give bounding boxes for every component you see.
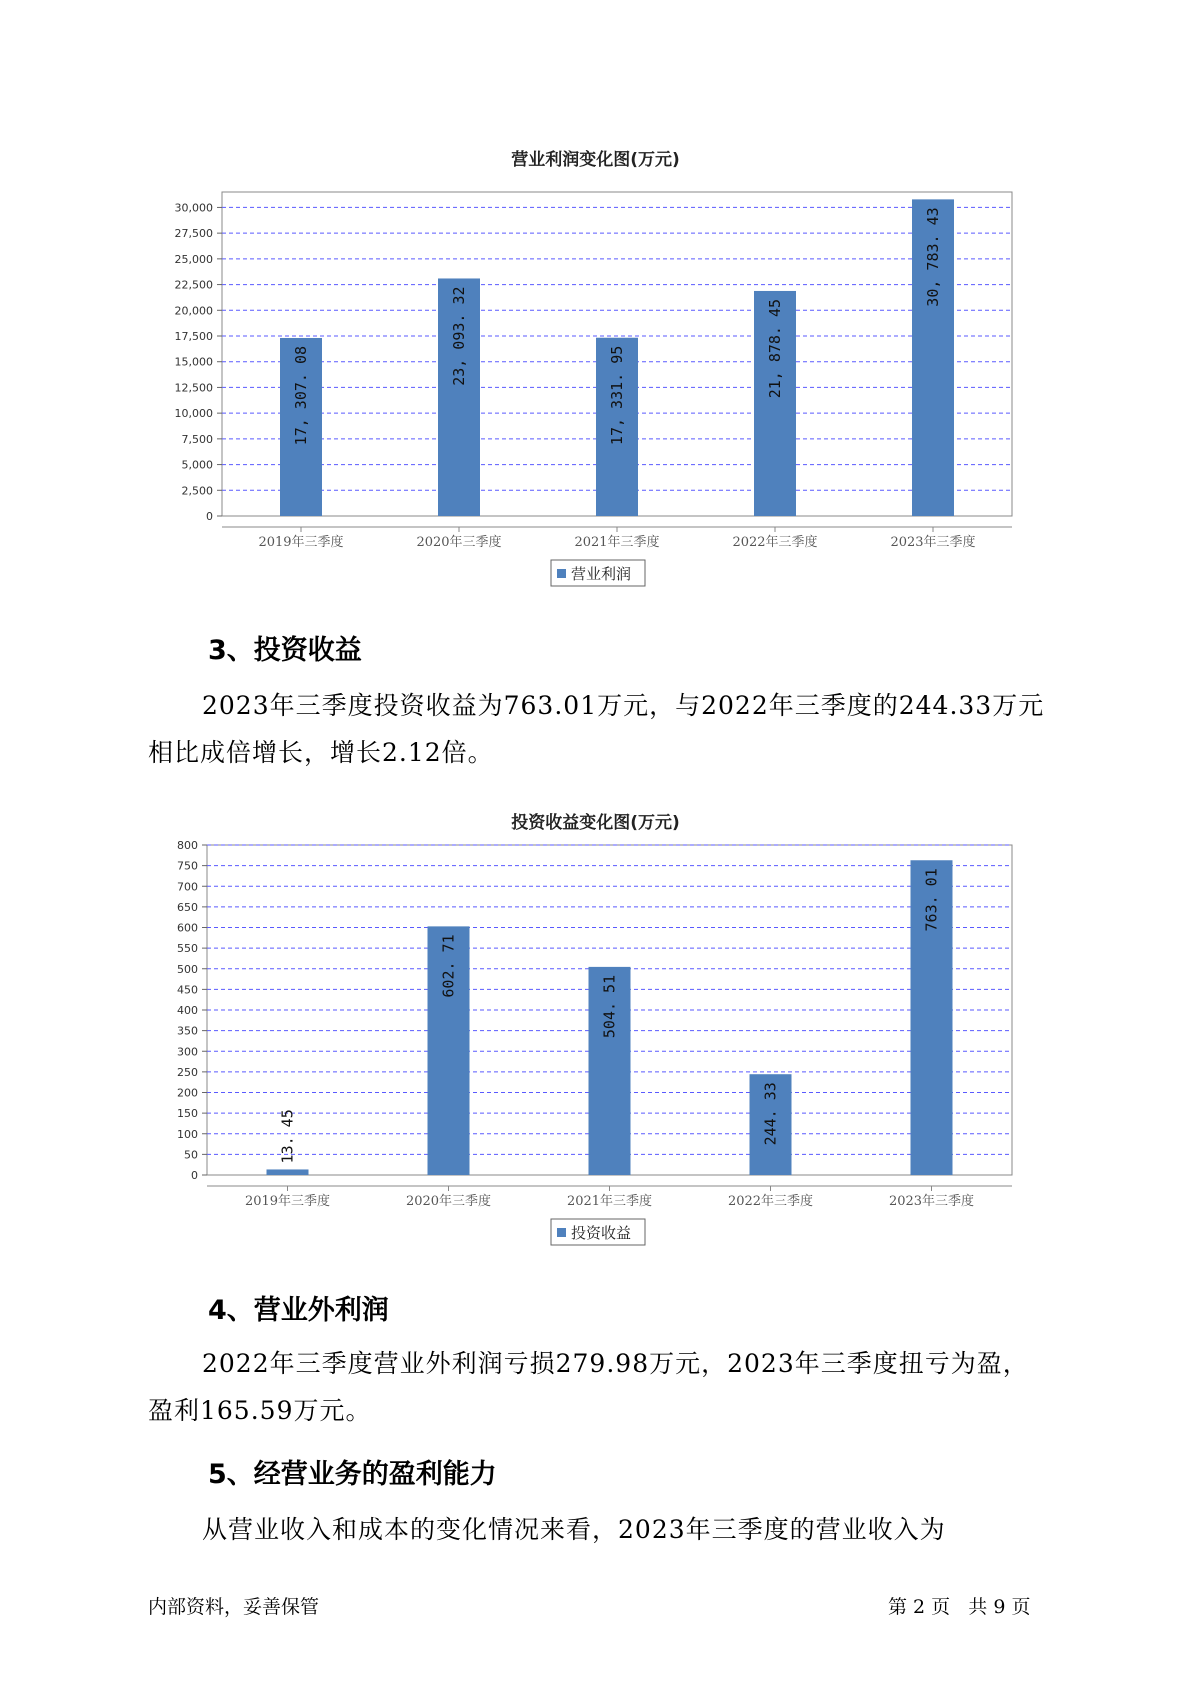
x-tick-label: 2023年三季度 (890, 535, 976, 550)
y-tick-label: 20,000 (174, 304, 213, 318)
y-tick-label: 450 (177, 983, 198, 997)
y-tick-label: 0 (206, 510, 213, 523)
section-heading-investment-income: 3、投资收益 (208, 635, 362, 666)
y-tick-label: 12,500 (174, 381, 213, 395)
paragraph-non-operating-profit (148, 1340, 1048, 1434)
y-tick-label: 0 (191, 1169, 198, 1182)
y-tick-label: 10,000 (174, 407, 213, 421)
y-tick-label: 200 (177, 1086, 198, 1100)
data-label: 244. 33 (761, 1082, 780, 1146)
y-tick-label: 300 (177, 1045, 198, 1059)
paragraph-line: 从营业收入和成本的变化情况来看，2023年三季度的营业收入为 (202, 1515, 946, 1544)
y-tick-label: 5,000 (181, 458, 213, 472)
y-tick-label: 400 (177, 1004, 198, 1017)
data-label: 17, 331. 95 (608, 345, 626, 446)
section-heading-profitability: 5、经营业务的盈利能力 (208, 1459, 497, 1490)
paragraph-line: 2022年三季度营业外利润亏损279.98万元，2023年三季度扭亏为盈， (202, 1349, 1029, 1378)
data-label: 504. 51 (600, 974, 619, 1039)
legend-label: 营业利润 (571, 565, 632, 583)
y-tick-label: 27,500 (174, 227, 213, 241)
y-tick-label: 15,000 (174, 355, 213, 369)
y-tick-label: 50 (184, 1148, 198, 1162)
paragraph-line: 相比成倍增长，增长2.12倍。 (148, 738, 494, 767)
legend-swatch (557, 1228, 566, 1237)
legend-swatch (557, 569, 566, 578)
footer-page-number: 第 2 页 共 9 页 (888, 1596, 1031, 1618)
y-tick-label: 7,500 (181, 432, 213, 446)
paragraph-line: 2023年三季度投资收益为763.01万元，与2022年三季度的244.33万元 (202, 691, 1045, 720)
y-tick-label: 100 (177, 1127, 198, 1141)
chart-title-operating-profit: 营业利润变化图(万元) (511, 150, 680, 170)
paragraph-line: 盈利165.59万元。 (148, 1396, 372, 1425)
data-label: 17, 307. 08 (292, 345, 310, 446)
y-tick-label: 2,500 (181, 484, 213, 498)
x-tick-label: 2019年三季度 (258, 535, 344, 550)
data-label: 763. 01 (922, 868, 941, 932)
x-tick-label: 2021年三季度 (574, 535, 660, 550)
bar (267, 1169, 309, 1175)
operating-profit-bar-chart (0, 180, 1191, 640)
y-tick-label: 30,000 (174, 201, 213, 215)
x-tick-label: 2022年三季度 (727, 1194, 814, 1209)
y-tick-label: 17,500 (174, 330, 213, 343)
y-tick-label: 25,000 (174, 252, 213, 266)
investment-income-bar-chart (0, 830, 1191, 1250)
y-tick-label: 750 (177, 859, 198, 873)
y-tick-label: 250 (177, 1065, 198, 1079)
x-tick-label: 2021年三季度 (566, 1194, 653, 1209)
y-tick-label: 650 (177, 900, 198, 914)
y-tick-label: 600 (177, 921, 198, 935)
data-label: 30, 783. 43 (924, 207, 942, 307)
y-tick-label: 22,500 (174, 278, 213, 292)
x-tick-label: 2022年三季度 (732, 535, 818, 550)
x-tick-label: 2019年三季度 (244, 1194, 331, 1209)
legend-label: 投资收益 (571, 1224, 632, 1242)
y-tick-label: 800 (177, 839, 198, 852)
section-heading-non-operating-profit: 4、营业外利润 (208, 1295, 389, 1326)
paragraph-investment-income (148, 682, 1048, 776)
y-tick-label: 700 (177, 880, 198, 894)
paragraph-profitability (148, 1506, 1048, 1553)
data-label: 13. 45 (278, 1109, 297, 1164)
data-label: 602. 71 (439, 934, 458, 998)
y-tick-label: 500 (177, 962, 198, 976)
y-tick-label: 550 (177, 942, 198, 956)
x-tick-label: 2020年三季度 (405, 1194, 492, 1209)
y-tick-label: 350 (177, 1024, 198, 1038)
footer-confidential-note: 内部资料，妥善保管 (148, 1596, 320, 1618)
x-tick-label: 2020年三季度 (416, 535, 502, 550)
data-label: 21, 878. 45 (766, 298, 784, 399)
chart-title-investment-income: 投资收益变化图(万元) (511, 813, 680, 833)
y-tick-label: 150 (177, 1107, 198, 1121)
x-tick-label: 2023年三季度 (888, 1194, 975, 1209)
data-label: 23, 093. 32 (450, 286, 468, 386)
